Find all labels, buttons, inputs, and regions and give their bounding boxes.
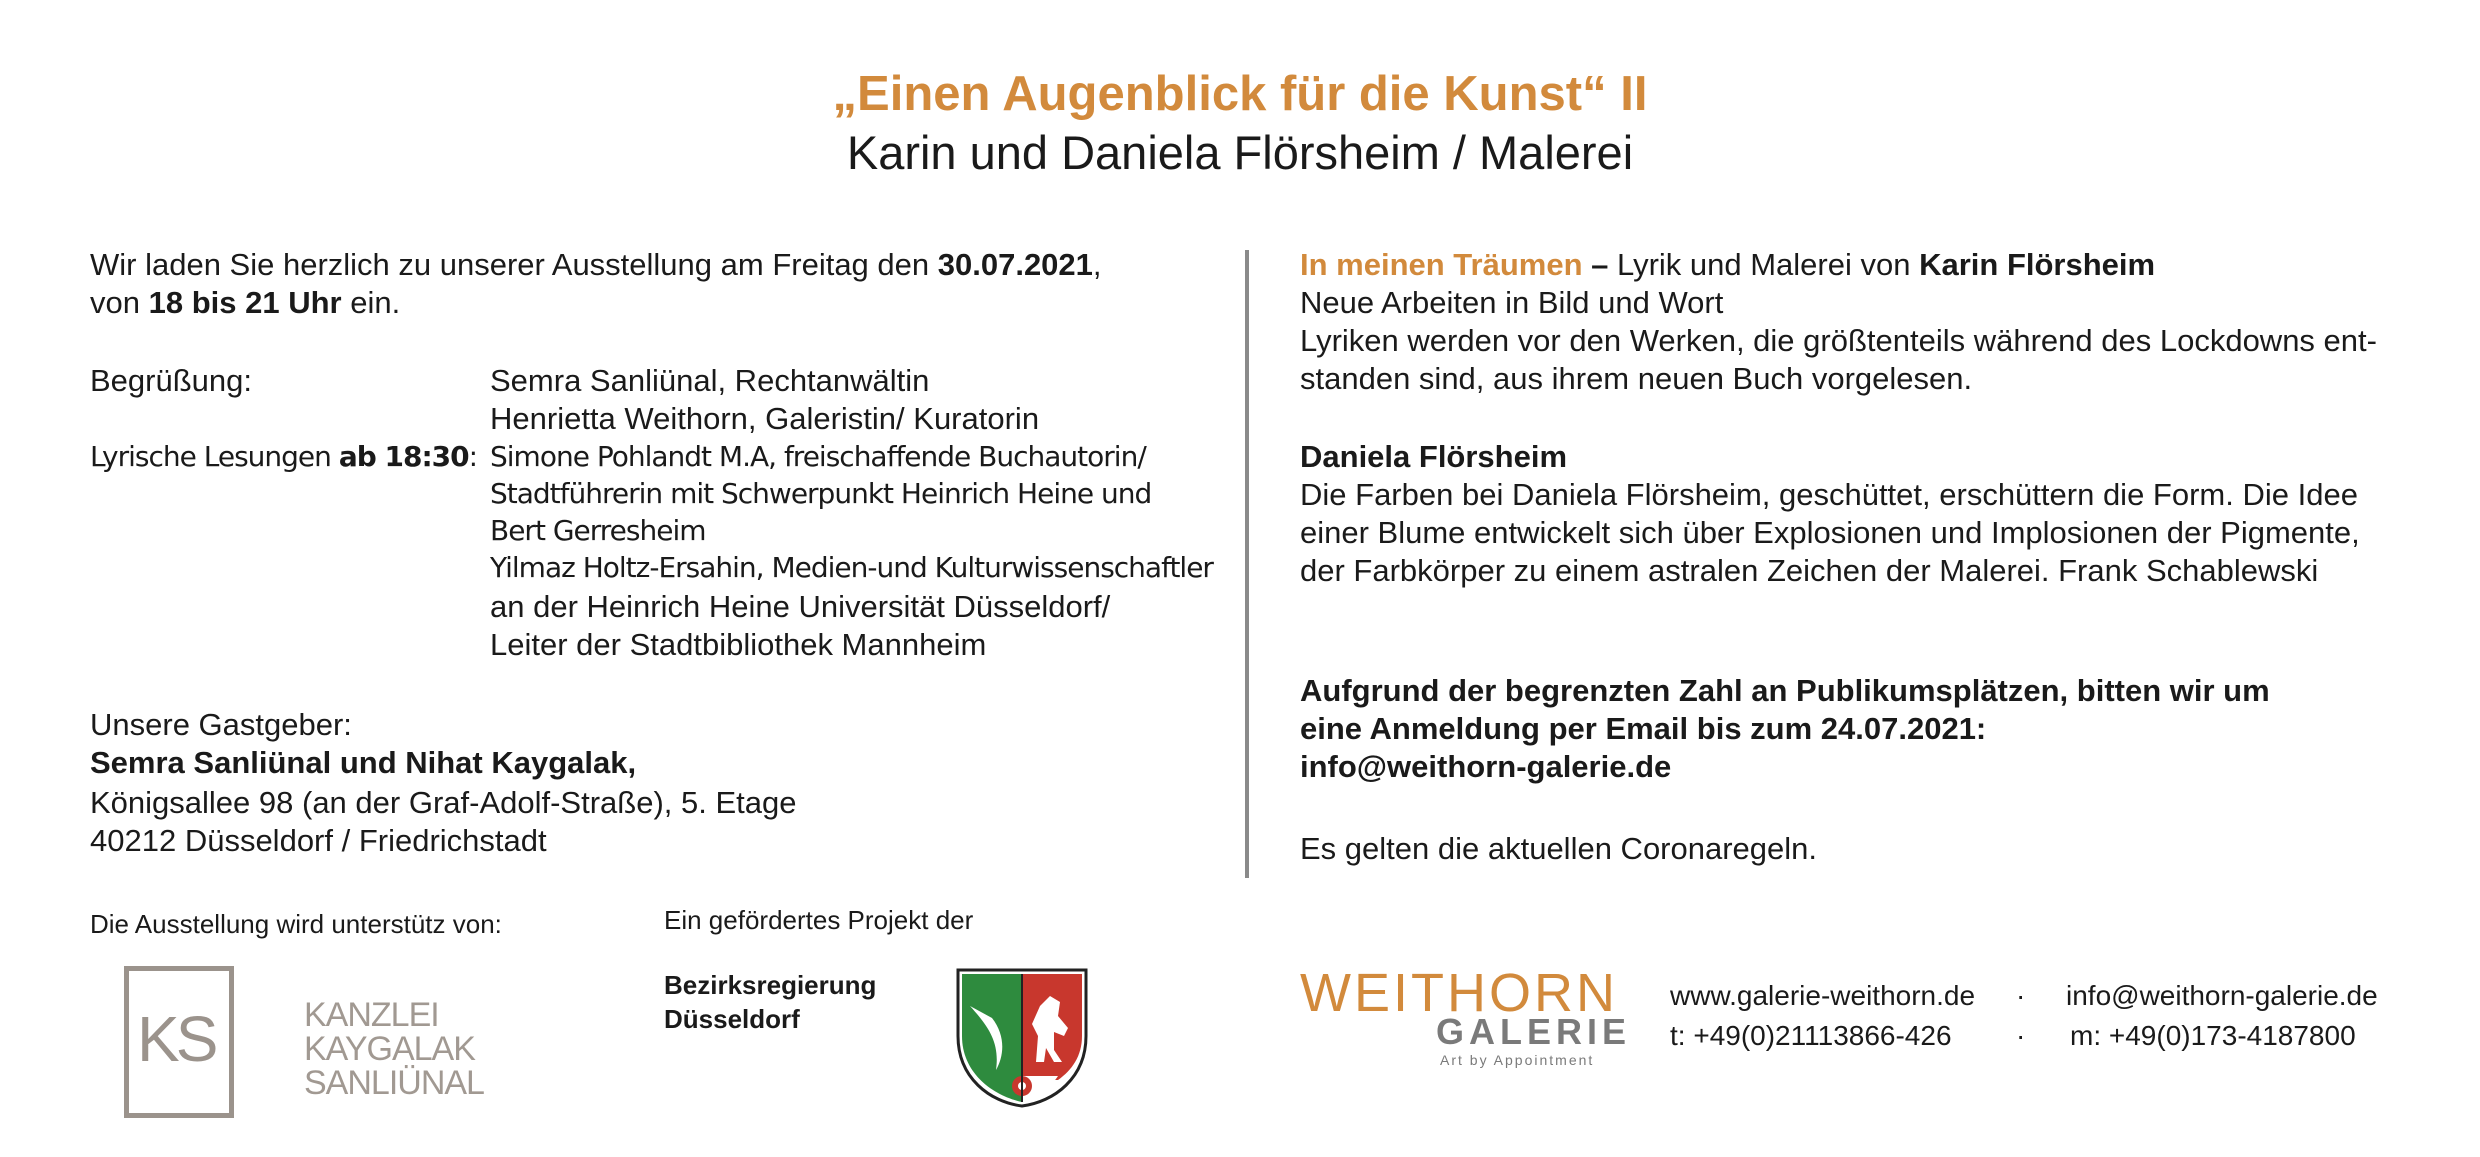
- ks-logo: [124, 966, 234, 1118]
- registration-line-2: eine Anmeldung per Email bis zum 24.07.2021:: [1300, 711, 1987, 746]
- contact-separator-1: ·: [2016, 980, 2026, 1011]
- nrw-coat-of-arms-icon: [954, 966, 1090, 1115]
- karin-line-3: Lyriken werden vor den Werken, die größtenteils während des Lockdowns ent-: [1300, 323, 2377, 358]
- daniela-line-1: Die Farben bei Daniela Flörsheim, geschüttet, erschüttern die Form. Die Idee: [1300, 477, 2358, 512]
- reading-speaker-line-5: an der Heinrich Heine Universität Düsseldorf/: [490, 589, 1111, 624]
- hosts-names: Semra Sanliünal und Nihat Kaygalak,: [90, 745, 637, 780]
- support-label: Die Ausstellung wird unterstütz von:: [90, 909, 502, 939]
- reading-label: Lyrische Lesungen ab 18:30:: [90, 440, 478, 473]
- invitation-line-1: Wir laden Sie herzlich zu unserer Ausstellung am Freitag den 30.07.2021,: [90, 247, 1102, 282]
- contact-separator-2: ·: [2016, 1020, 2026, 1051]
- registration-line-1: Aufgrund der begrenzten Zahl an Publikumsplätzen, bitten wir um: [1300, 673, 2270, 708]
- reading-speaker-line-6: Leiter der Stadtbibliothek Mannheim: [490, 627, 987, 662]
- greeting-speaker-1: Semra Sanliünal, Rechtanwältin: [490, 363, 930, 398]
- karin-line-4: standen sind, aus ihrem neuen Buch vorgelesen.: [1300, 361, 1973, 396]
- contact-email-link[interactable]: info@weithorn-galerie.de: [2066, 980, 2378, 1011]
- hosts-address-2: 40212 Düsseldorf / Friedrichstadt: [90, 823, 547, 858]
- greeting-speaker-2: Henrietta Weithorn, Galeristin/ Kuratorin: [490, 401, 1040, 436]
- ks-name-line-2: KAYGALAK: [304, 1030, 475, 1068]
- ks-name-line-1: KANZLEI: [304, 996, 439, 1034]
- ks-monogram: KS: [137, 1003, 215, 1075]
- daniela-line-2: einer Blume entwickelt sich über Explosionen und Implosionen der Pigmente,: [1300, 515, 2360, 550]
- hosts-label: Unsere Gastgeber:: [90, 707, 352, 742]
- gallery-logo-tagline: Art by Appointment: [1440, 1052, 1595, 1068]
- invitation-line-2: von 18 bis 21 Uhr ein.: [90, 285, 401, 320]
- daniela-line-3: der Farbkörper zu einem astralen Zeichen der Malerei. Frank Schablewski: [1300, 553, 2319, 588]
- gallery-logo-sub: GALERIE: [1436, 1011, 1632, 1052]
- hosts-address-1: Königsallee 98 (an der Graf-Adolf-Straße), 5. Etage: [90, 785, 797, 820]
- reading-speaker-line-3: Bert Gerresheim: [490, 514, 706, 547]
- reading-speaker-line-4: Yilmaz Holtz-Ersahin, Medien-und Kulturwissenschaftler: [490, 551, 1213, 584]
- daniela-heading: Daniela Flörsheim: [1300, 439, 1568, 474]
- ks-firm-name: [304, 998, 484, 1100]
- reading-speaker-line-2: Stadtführerin mit Schwerpunkt Heinrich Heine und: [490, 477, 1152, 510]
- website-link[interactable]: www.galerie-weithorn.de: [1670, 980, 1976, 1011]
- column-divider: [1245, 250, 1249, 878]
- event-title: „Einen Augenblick für die Kunst“ II: [832, 67, 1648, 121]
- authority-name: Bezirksregierung Düsseldorf: [664, 970, 877, 1034]
- registration-email-link[interactable]: info@weithorn-galerie.de: [1300, 749, 1672, 784]
- contact-mobile: m: +49(0)173-4187800: [2070, 1020, 2356, 1051]
- karin-line-2: Neue Arbeiten in Bild und Wort: [1300, 285, 1724, 320]
- corona-notice: Es gelten die aktuellen Coronaregeln.: [1300, 831, 1818, 866]
- gallery-logo-name: WEITHORN: [1300, 963, 1618, 1023]
- greeting-label: Begrüßung:: [90, 363, 252, 398]
- contact-phone: t: +49(0)21113866-426: [1670, 1020, 1952, 1051]
- karin-heading: In meinen Träumen – Lyrik und Malerei von Karin Flörsheim: [1300, 247, 2156, 282]
- ks-name-line-3: SANLIÜNAL: [304, 1064, 484, 1102]
- reading-speaker-line-1: Simone Pohlandt M.A, freischaffende Buchautorin/: [490, 440, 1146, 473]
- funded-label: Ein gefördertes Projekt der: [664, 905, 974, 935]
- event-subtitle: Karin und Daniela Flörsheim / Malerei: [846, 126, 1634, 179]
